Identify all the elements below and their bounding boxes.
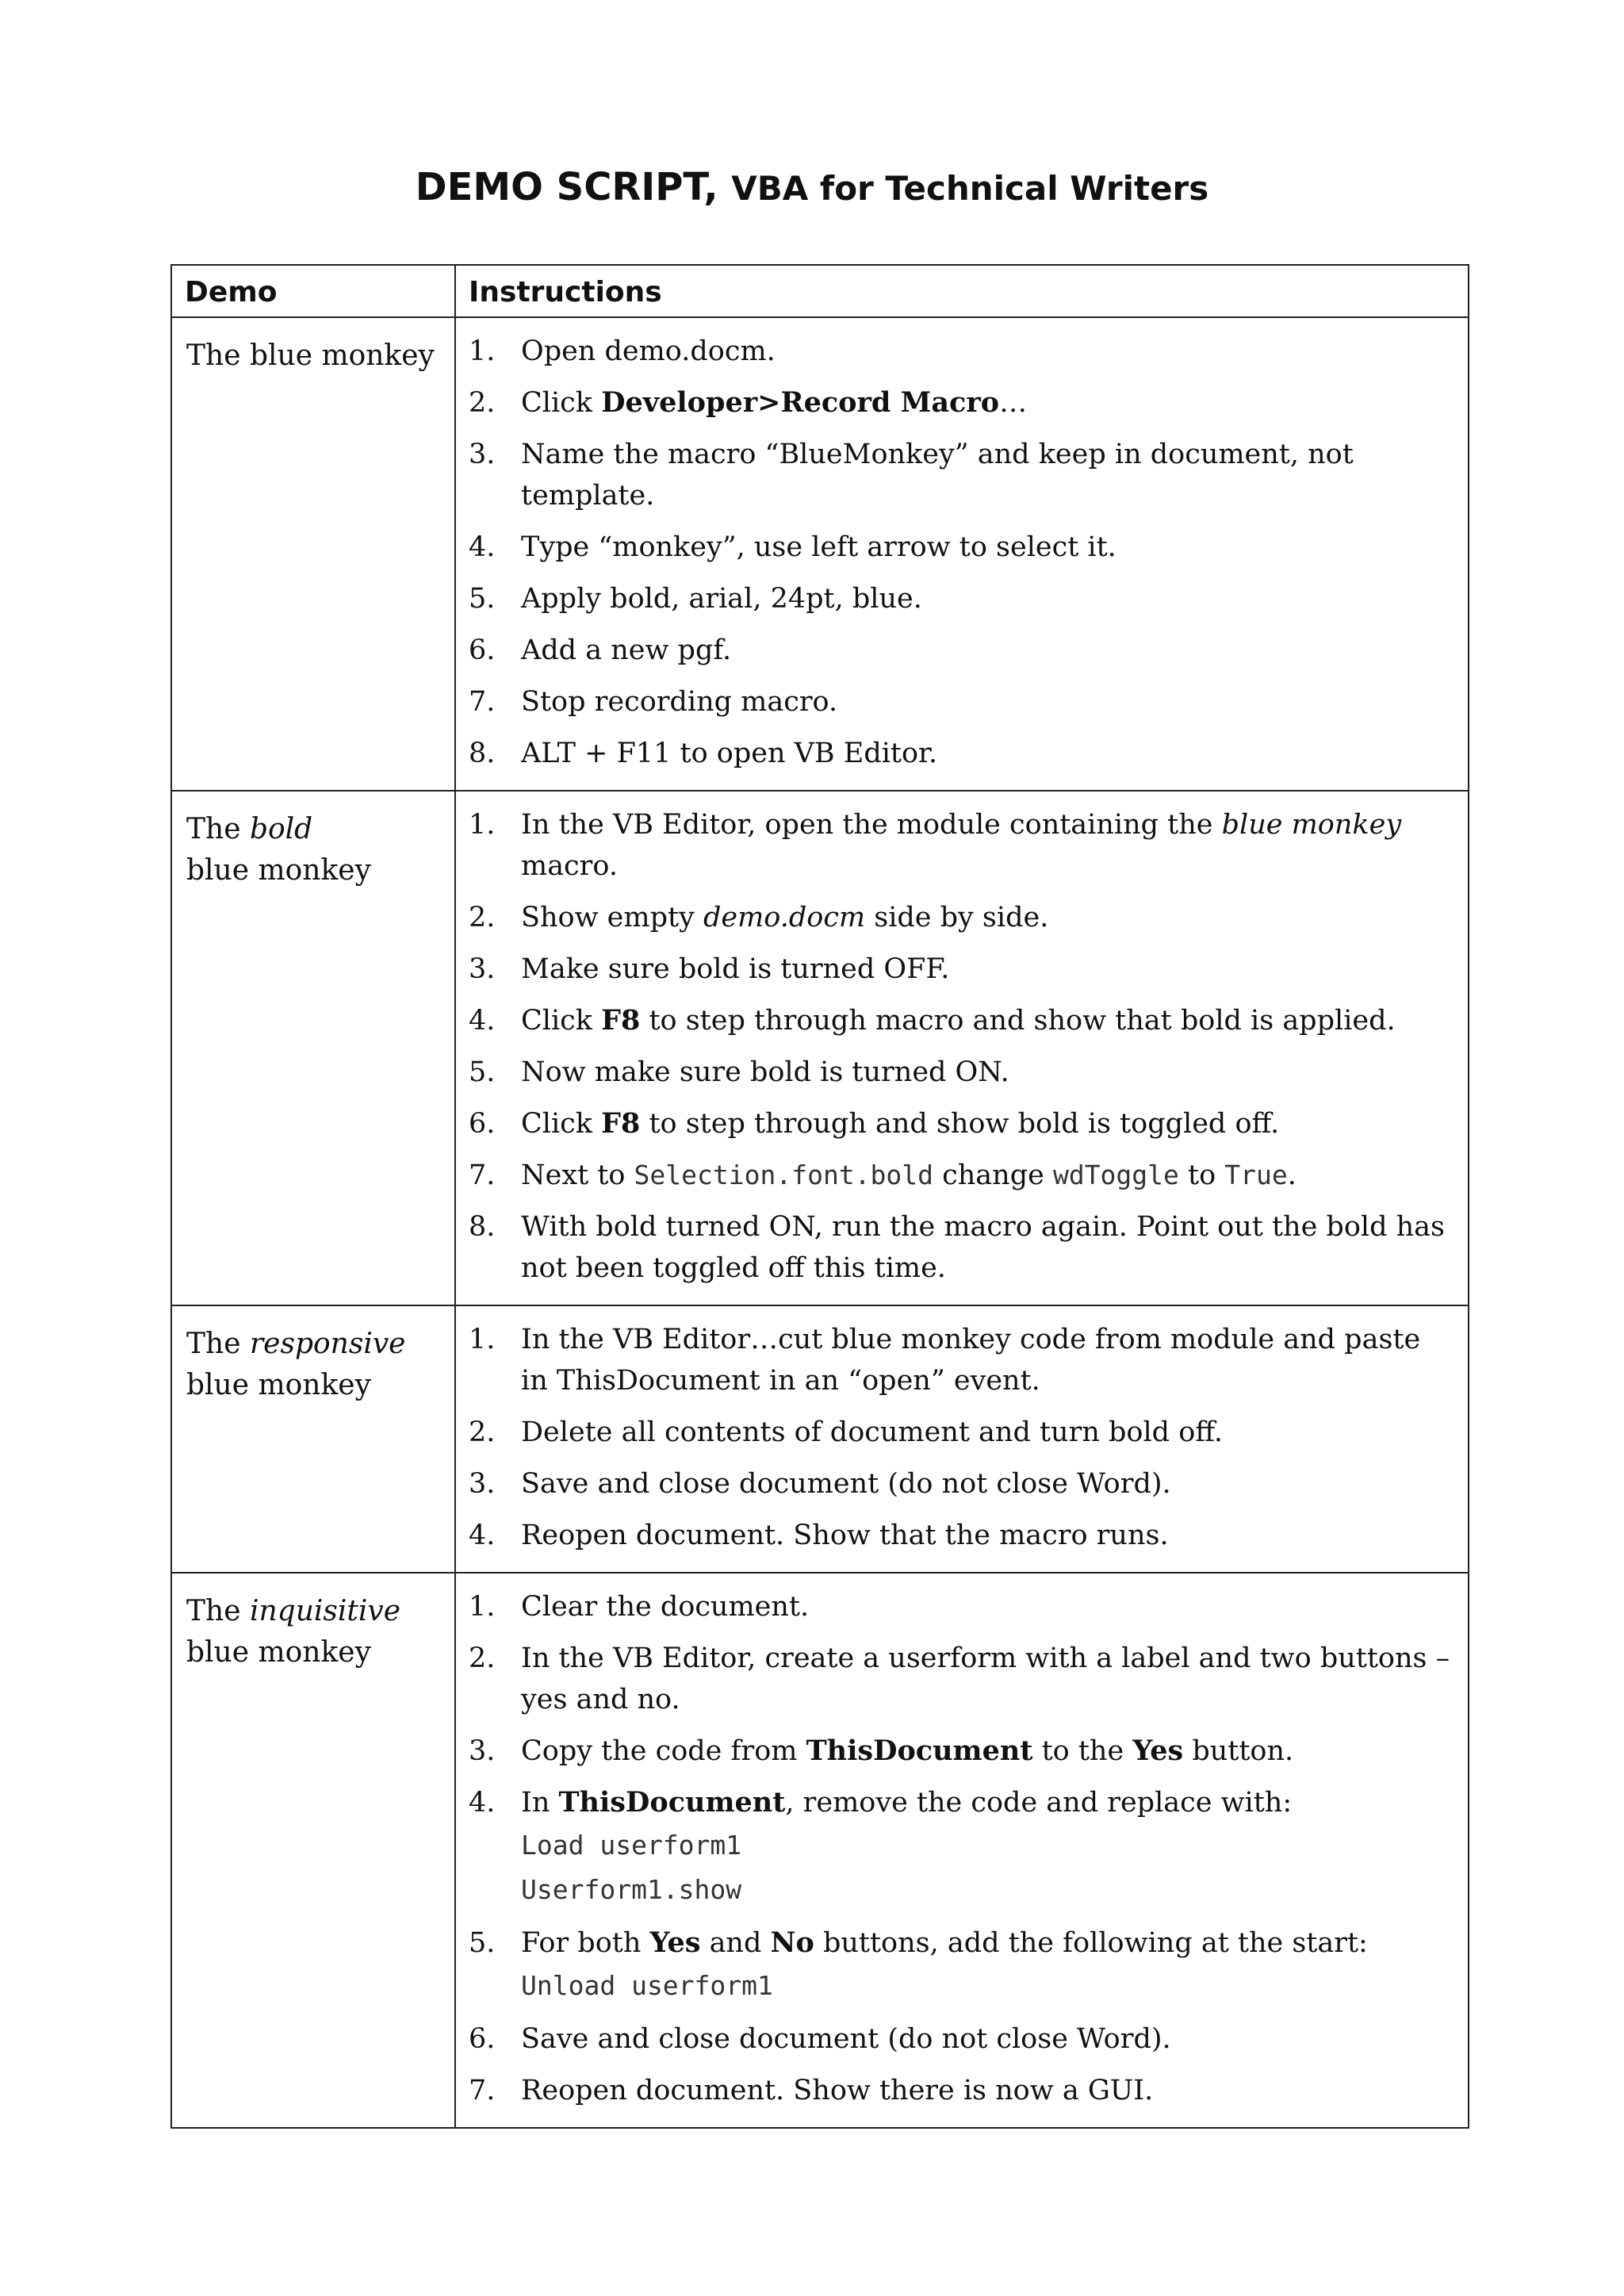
demo-name-suffix: blue monkey — [186, 1369, 371, 1401]
instructions-cell — [455, 317, 1469, 791]
step-number: 6. — [469, 634, 496, 666]
table-row — [171, 317, 1469, 791]
step-item — [469, 527, 1455, 568]
page-title — [0, 162, 1624, 214]
step-number: 3. — [469, 953, 496, 985]
step-text: ALT + F11 to open VB Editor. — [521, 738, 938, 769]
step-text: to step through and show bold is toggled off. — [640, 1108, 1280, 1140]
step-text: Add a new pgf. — [521, 634, 732, 666]
step-text: Save and close document (do not close Word). — [521, 2023, 1171, 2055]
step-number: 1. — [469, 1591, 496, 1623]
step-item — [469, 1052, 1455, 1093]
step-number: 3. — [469, 1735, 496, 1767]
step-text: ThisDocument — [806, 1734, 1033, 1767]
step-number: 2. — [469, 1416, 496, 1448]
step-item — [469, 1206, 1455, 1289]
step-text: Click — [521, 1108, 602, 1140]
step-item — [469, 2018, 1455, 2060]
table-row — [171, 1573, 1469, 2128]
code-line: Load userform1 — [521, 1830, 742, 1861]
step-text: With bold turned ON, run the macro again. Point out the bold has not been toggled off this time. — [521, 1211, 1445, 1284]
step-text: Type “monkey”, use left arrow to select it. — [521, 531, 1116, 563]
step-number: 3. — [469, 1468, 496, 1500]
step-text: blue monkey — [1221, 809, 1402, 841]
step-number: 1. — [469, 809, 496, 841]
step-number: 2. — [469, 1642, 496, 1674]
demo-name-prefix: The — [186, 1595, 250, 1627]
step-text: Clear the document. — [521, 1591, 810, 1623]
demo-table — [170, 264, 1469, 2129]
column-header-demo: Demo — [171, 265, 455, 317]
code-line: Unload userform1 — [521, 1970, 773, 2001]
step-text: Save and close document (do not close Word). — [521, 1468, 1171, 1500]
table-row — [171, 791, 1469, 1305]
step-number: 4. — [469, 531, 496, 563]
step-text: Copy the code from — [521, 1735, 806, 1767]
step-number: 5. — [469, 583, 496, 615]
title-subtitle: VBA for Technical Writers — [731, 169, 1209, 208]
demo-cell — [171, 791, 455, 1305]
step-text: Show empty — [521, 902, 703, 933]
step-item — [469, 1000, 1455, 1041]
step-list — [469, 1319, 1455, 1556]
code-line: Userform1.show — [521, 1874, 742, 1905]
demo-cell — [171, 1305, 455, 1573]
step-item — [469, 681, 1455, 723]
table-header-row — [171, 265, 1469, 317]
step-text: In the VB Editor, open the module containing the — [521, 809, 1222, 841]
step-number: 8. — [469, 738, 496, 769]
demo-name-suffix: blue monkey — [186, 1636, 371, 1669]
step-number: 3. — [469, 439, 496, 470]
step-number: 7. — [469, 2075, 496, 2106]
step-text: ThisDocument — [558, 1786, 786, 1819]
step-number: 5. — [469, 1056, 496, 1088]
step-item — [469, 434, 1455, 516]
step-text: Developer>Record Macro — [601, 386, 1000, 419]
step-item — [469, 630, 1455, 671]
step-text: In — [521, 1787, 559, 1819]
step-text: . — [1287, 1159, 1297, 1191]
step-number: 4. — [469, 1520, 496, 1551]
step-list — [469, 804, 1455, 1289]
step-number: 8. — [469, 1211, 496, 1243]
step-item — [469, 1731, 1455, 1772]
inline-code: Selection.font.bold — [634, 1159, 934, 1190]
step-list — [469, 1586, 1455, 2111]
demo-cell — [171, 317, 455, 791]
step-number: 4. — [469, 1005, 496, 1037]
step-item — [469, 1155, 1455, 1196]
demo-name-emphasis: bold — [249, 813, 313, 845]
step-item — [469, 804, 1455, 887]
step-text: change — [933, 1159, 1053, 1191]
step-text: , remove the code and replace with: — [785, 1787, 1293, 1819]
step-item — [469, 733, 1455, 774]
step-item — [469, 1515, 1455, 1556]
step-text: F8 — [601, 1004, 641, 1037]
step-item — [469, 1922, 1455, 2008]
step-item — [469, 949, 1455, 990]
step-item — [469, 382, 1455, 424]
step-item — [469, 2070, 1455, 2111]
step-list — [469, 331, 1455, 774]
step-text: In the VB Editor, create a userform with a label and two buttons – yes and no. — [521, 1642, 1450, 1715]
step-text: Apply bold, arial, 24pt, blue. — [521, 583, 922, 615]
step-number: 2. — [469, 902, 496, 933]
step-item — [469, 1319, 1455, 1401]
step-number: 6. — [469, 2023, 496, 2055]
step-text: Click — [521, 1005, 602, 1037]
instructions-cell — [455, 1305, 1469, 1573]
step-number: 7. — [469, 1159, 496, 1191]
step-text: In the VB Editor…cut blue monkey code from module and paste in ThisDocument in an “open” event. — [521, 1324, 1421, 1397]
step-text: For both — [521, 1927, 650, 1959]
demo-name: The blue monkey — [186, 339, 435, 372]
step-text: No — [770, 1926, 814, 1959]
demo-name-emphasis: inquisitive — [249, 1595, 401, 1627]
step-number: 2. — [469, 387, 496, 419]
step-text: Yes — [649, 1926, 701, 1959]
step-text: to the — [1032, 1735, 1133, 1767]
demo-name-suffix: blue monkey — [186, 854, 371, 887]
step-number: 7. — [469, 686, 496, 718]
demo-cell — [171, 1573, 455, 2128]
step-item — [469, 1782, 1455, 1912]
step-number: 1. — [469, 335, 496, 367]
demo-name-prefix: The — [186, 813, 250, 845]
step-text: Next to — [521, 1159, 634, 1191]
step-item — [469, 1103, 1455, 1144]
step-text: Open demo.docm. — [521, 335, 776, 367]
step-number: 1. — [469, 1324, 496, 1355]
step-text: to step through macro and show that bold is applied. — [640, 1005, 1396, 1037]
demo-name-prefix: The — [186, 1328, 250, 1360]
step-item — [469, 1412, 1455, 1453]
step-text: Click — [521, 387, 602, 419]
step-number: 4. — [469, 1787, 496, 1819]
step-item — [469, 1463, 1455, 1504]
table-row — [171, 1305, 1469, 1573]
step-item — [469, 897, 1455, 938]
step-text: Name the macro “BlueMonkey” and keep in document, not template. — [521, 439, 1354, 512]
step-text: buttons, add the following at the start: — [814, 1927, 1368, 1959]
step-text: Reopen document. Show that the macro runs. — [521, 1520, 1169, 1551]
step-text: Now make sure bold is turned ON. — [521, 1056, 1009, 1088]
step-number: 6. — [469, 1108, 496, 1140]
step-text: to — [1178, 1159, 1225, 1191]
step-number: 5. — [469, 1927, 496, 1959]
step-text: macro. — [521, 850, 618, 882]
step-text: and — [700, 1927, 771, 1959]
step-text: Make sure bold is turned OFF. — [521, 953, 950, 985]
step-item — [469, 1586, 1455, 1627]
step-text: side by side. — [865, 902, 1049, 933]
step-text: Reopen document. Show there is now a GUI. — [521, 2075, 1154, 2106]
step-text: Stop recording macro. — [521, 686, 838, 718]
instructions-cell — [455, 1573, 1469, 2128]
step-text: button. — [1183, 1735, 1294, 1767]
title-main: DEMO SCRIPT, — [415, 165, 718, 209]
demo-name-emphasis: responsive — [249, 1328, 406, 1360]
inline-code: True — [1224, 1159, 1288, 1190]
instructions-cell — [455, 791, 1469, 1305]
step-item — [469, 1638, 1455, 1720]
step-text: Delete all contents of document and turn bold off. — [521, 1416, 1224, 1448]
step-item — [469, 331, 1455, 372]
step-text: demo.docm — [703, 902, 866, 933]
inline-code: wdToggle — [1052, 1159, 1179, 1190]
step-item — [469, 578, 1455, 619]
step-text: F8 — [601, 1107, 641, 1140]
column-header-instructions: Instructions — [455, 265, 1469, 317]
step-text: … — [999, 387, 1028, 419]
step-text: Yes — [1132, 1734, 1184, 1767]
